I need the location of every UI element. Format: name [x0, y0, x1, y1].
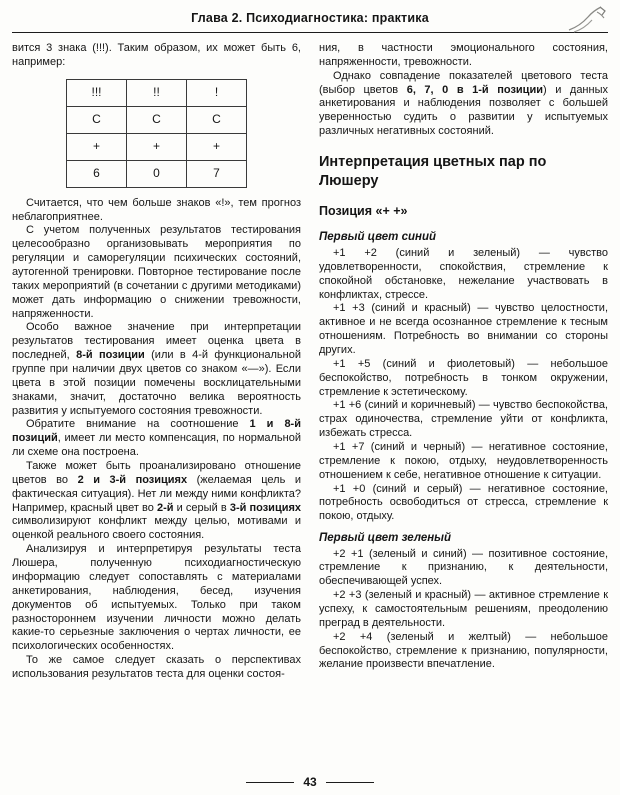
footer-rule-left [246, 782, 294, 783]
paragraph: +1 +5 (синий и фиолетовый) — небольшое беспокойство, потребность в тонком окружении, стремление к эстетическому. [319, 357, 608, 398]
left-column [12, 42, 301, 760]
header-divider [12, 32, 608, 33]
paragraph: Однако совпадение показателей цветового теста (выбор цветов 6, 7, 0 в 1-й позиции) и данных анкетирования и наблюдения позволяет с большей уверенностью судить о развитии у испытуемых различных негативных состояний. [319, 69, 608, 138]
table-cell: С [127, 106, 187, 133]
table-cell: + [187, 133, 247, 160]
table-row [67, 106, 247, 133]
paragraph: +1 +7 (синий и черный) — негативное состояние, стремление к покою, отдыху, неудовлетворенность отношением к себе, негативное отношение к ситуации. [319, 440, 608, 481]
paragraph: Считается, что чем больше знаков «!», тем прогноз неблагоприятнее. [12, 196, 301, 223]
table-cell: + [127, 133, 187, 160]
paragraph: вится 3 знака (!!!). Таким образом, их может быть 6, например: [12, 42, 301, 68]
section-title-luscher-pairs: Интерпретация цветных пар по Люшеру [319, 154, 547, 189]
chapter-title: Глава 2. Психодиагностика: практика [191, 11, 429, 25]
page-number: 43 [303, 775, 317, 789]
paragraph: +2 +1 (зеленый и синий) — позитивное состояние, стремление к признанию, к деятельности, обеспечивающей успех. [319, 547, 608, 588]
page-header [12, 8, 608, 33]
footer-rule-right [326, 782, 374, 783]
table-cell: С [187, 106, 247, 133]
table-cell: С [67, 106, 127, 133]
exclamation-marks-table [66, 79, 247, 188]
position-plus-plus-title: Позиция «+ +» [319, 203, 408, 218]
page-footer [0, 775, 620, 789]
table-cell: ! [187, 79, 247, 106]
first-color-green-title: Первый цвет зеленый [319, 532, 452, 545]
two-column-text [12, 42, 608, 760]
table-cell: 6 [67, 160, 127, 187]
paragraph: +1 +2 (синий и зеленый) — чувство удовлетворенности, спокойствия, стремление к спокойной обстановке, нежелание участвовать в конфликтах, стрессе. [319, 246, 608, 301]
paragraph: Особо важное значение при интерпретации результатов тестирования имеет оценка цвета в последней, 8-й позиции (или в 4-й функциональной группе при наличии двух цветов со знаком «—»). Если цвета в этой позиции помечены восклицательными знаками, значит, достаточно велика вероятность развития у испытуемого состояния тревожности. [12, 321, 301, 417]
paragraph: С учетом полученных результатов тестирования целесообразно организовывать мероприятия по регуляции и саморегуляции психических состояний, аутогенной тренировки. Повторное тестирование после таких мероприятий (в сочетании с другими методиками) может дать информацию о снижении тревожности, напряженности. [12, 224, 301, 320]
table-cell: 0 [127, 160, 187, 187]
paragraph: Также может быть проанализировано отношение цветов во 2 и 3-й позициях (желаемая цель и фактическая ситуация). Нет ли между ними конфликта? Например, красный цвет во 2-й и серый в 3-й позициях символизируют конфликт между целью, мотивами и оценкой реального своего состояния. [12, 460, 302, 542]
table-cell: 7 [187, 160, 247, 187]
table-cell: !! [127, 79, 187, 106]
writing-hand-icon [566, 4, 610, 34]
table-row [67, 79, 247, 106]
table-cell: !!! [67, 79, 127, 106]
paragraph: Обратите внимание на соотношение 1 и 8-й позиций, имеет ли место компенсация, по нормальной ли схеме она построена. [12, 418, 301, 459]
first-color-blue-title: Первый цвет синий [319, 231, 436, 244]
table-row [67, 133, 247, 160]
table-row [67, 160, 247, 187]
paragraph: +2 +4 (зеленый и желтый) — небольшое беспокойство, стремление к признанию, популярности, желание произвести впечатление. [319, 630, 608, 671]
paragraph: +1 +0 (синий и серый) — негативное состояние, потребность освободиться от стресса, стремление к покою, отдыху. [319, 482, 608, 523]
paragraph: ния, в частности эмоционального состояния, напряженности, тревожности. [319, 42, 608, 68]
paragraph: +1 +3 (синий и красный) — чувство целостности, активное и не всегда осознанное стремление к тесным отношениям. Потребность во внимании со стороны других. [319, 302, 608, 356]
right-column [319, 42, 608, 760]
paragraph: +2 +3 (зеленый и красный) — активное стремление к успеху, к самостоятельным решениям, преодолению преград в деятельности. [319, 589, 608, 629]
table-cell: + [67, 133, 127, 160]
paragraph: Анализируя и интерпретируя результаты теста Люшера, полученную психодиагностическую информацию следует сопоставлять с материалами анкетирования, наблюдения, бесед, изучения документов об испытуемых. Только при таком разностороннем изучении личности можно делать какие-то серьезные заключения о чертах личности, ее психологических особенностях. [12, 543, 301, 653]
paragraph: То же самое следует сказать о перспективах использования результатов теста для оценки состоя- [12, 654, 301, 680]
paragraph: +1 +6 (синий и коричневый) — чувство беспокойства, страх одиночества, стремление уйти от конфликта, избежать стресса. [319, 399, 608, 440]
